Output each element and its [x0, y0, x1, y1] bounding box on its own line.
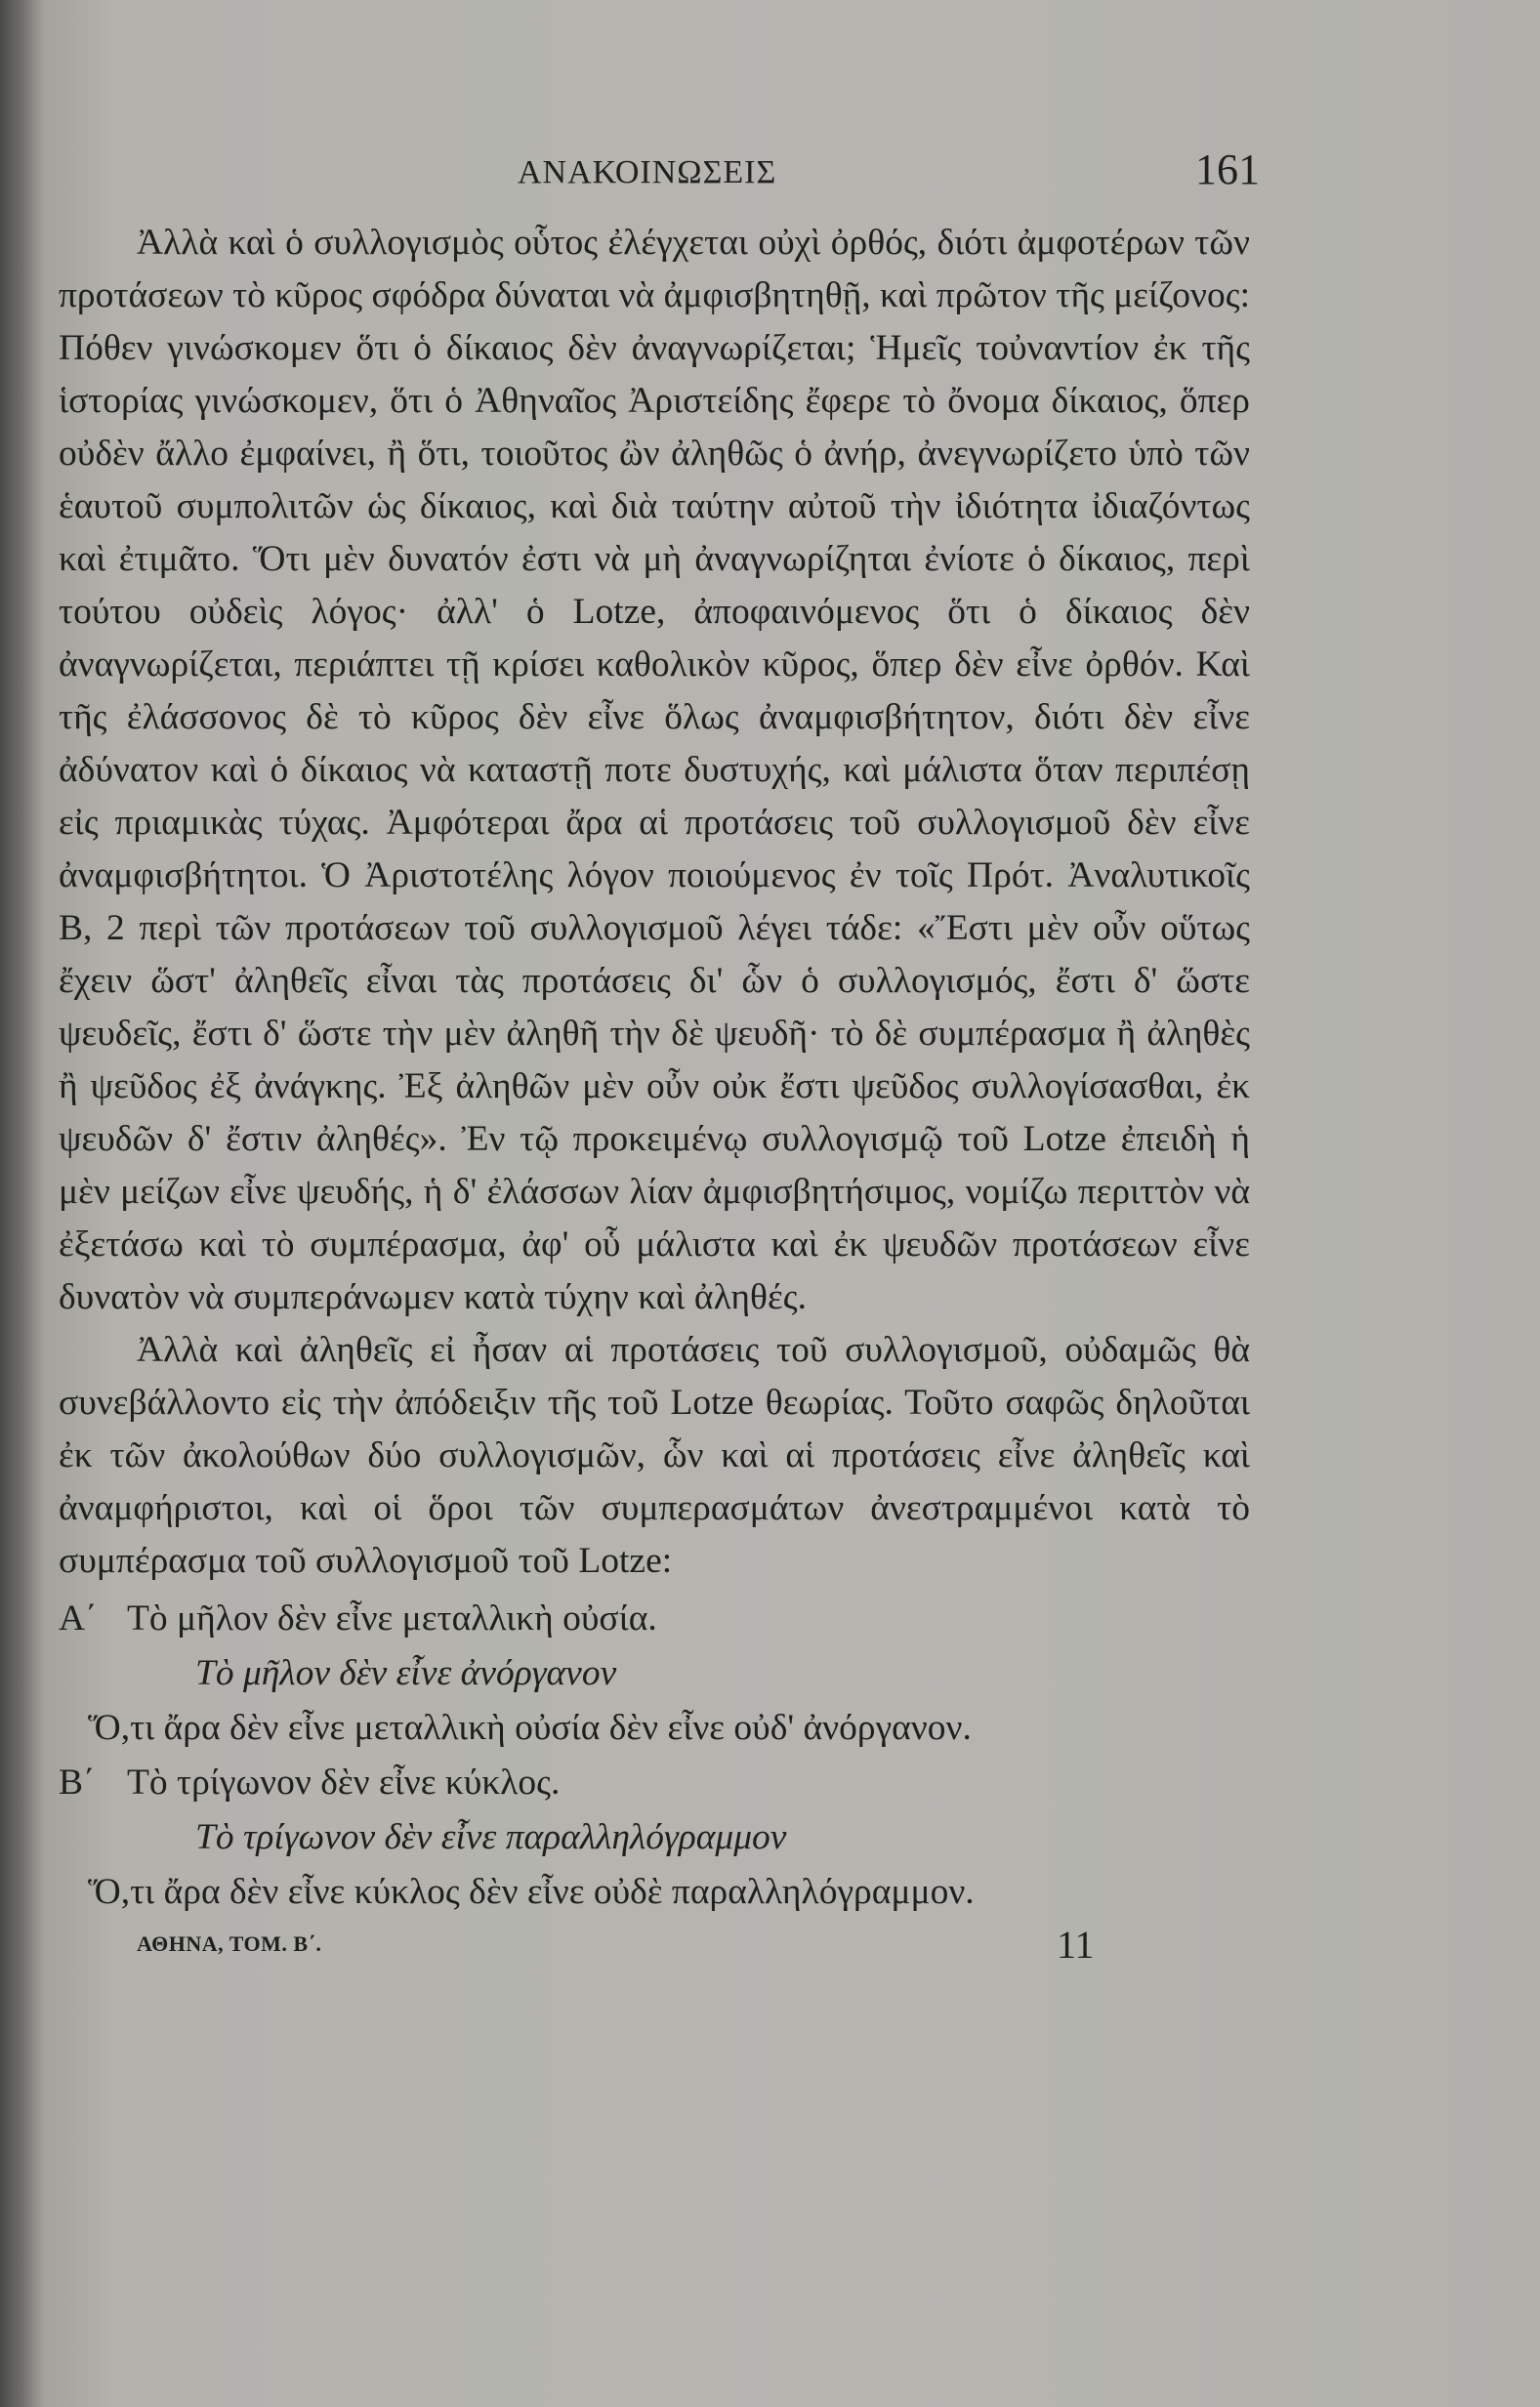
syllogism-b-conclusion-line [59, 1865, 1230, 1920]
syllogism-b-conclusion: Ὅ,τι ἄρα δὲν εἶνε κύκλος δὲν εἶνε οὐδὲ παραλληλόγραμμον. [88, 1872, 975, 1912]
running-title: ΑΝΑΚΟΙΝΩΣΕΙΣ [518, 154, 777, 190]
syllogism-a-minor-line [59, 1646, 1230, 1701]
syllogism-b [59, 1756, 1230, 1920]
syllogism-b-major-line [59, 1756, 1230, 1810]
syllogism-a-major-line [59, 1592, 1230, 1646]
volume-signature: ΑΘΗΝΑ, ΤΟΜ. Β΄. [137, 1931, 322, 1956]
body-text [59, 217, 1250, 1588]
page-number: 161 [1195, 145, 1260, 193]
syllogism-a-conclusion: Ὅ,τι ἄρα δὲν εἶνε μεταλλικὴ οὐσία δὲν εἶνε οὐδ' ἀνόργανον. [88, 1708, 972, 1748]
syllogism-a [59, 1592, 1230, 1756]
syllogism-a-conclusion-line [59, 1701, 1230, 1756]
syllogism-b-major: Τὸ τρίγωνον δὲν εἶνε κύκλος. [127, 1763, 561, 1803]
paragraph-2: Ἀλλὰ καὶ ἀληθεῖς εἰ ἦσαν αἱ προτάσεις τοῦ συλλογισμοῦ, οὐδαμῶς θὰ συνεβάλλοντο εἰς τὴν ἀπόδειξιν τῆς τοῦ Lotze θεωρίας. Τοῦτο σαφῶς δηλοῦται ἐκ τῶν ἀκολούθων δύο συλλογισμῶν, ὧν καὶ αἱ προτάσεις εἶνε ἀληθεῖς καὶ ἀναμφήριστοι, καὶ οἱ ὅροι τῶν συμπερασμάτων ἀνεστραμμένοι κατὰ τὸ συμπέρασμα τοῦ συλλογισμοῦ τοῦ Lotze: [59, 1330, 1250, 1581]
paragraph-1: Ἀλλὰ καὶ ὁ συλλογισμὸς οὗτος ἐλέγχεται οὐχὶ ὀρθός, διότι ἀμφοτέρων τῶν προτάσεων τὸ κῦρος σφόδρα δύναται νὰ ἀμφισβητηθῇ, καὶ πρῶτον τῆς μείζονος: Πόθεν γινώσκομεν ὅτι ὁ δίκαιος δὲν ἀναγνωρίζεται; Ἡμεῖς τοὐναντίον ἐκ τῆς ἱστορίας γινώσκομεν, ὅτι ὁ Ἀθηναῖος Ἀριστείδης ἔφερε τὸ ὄνομα δίκαιος, ὅπερ οὐδὲν ἄλλο ἐμφαίνει, ἢ ὅτι, τοιοῦτος ὢν ἀληθῶς ὁ ἀνήρ, ἀνεγνωρίζετο ὑπὸ τῶν ἑαυτοῦ συμπολιτῶν ὡς δίκαιος, καὶ διὰ ταύτην αὐτοῦ τὴν ἰδιότητα ἰδιαζόντως καὶ ἐτιμᾶτο. Ὅτι μὲν δυνατόν ἐστι νὰ μὴ ἀναγνωρίζηται ἐνίοτε ὁ δίκαιος, περὶ τούτου οὐδεὶς λόγος· ἀλλ' ὁ Lotze, ἀποφαινόμενος ὅτι ὁ δίκαιος δὲν ἀναγνωρίζεται, περιάπτει τῇ κρίσει καθολικὸν κῦρος, ὅπερ δὲν εἶνε ὀρθόν. Καὶ τῆς ἐλάσσονος δὲ τὸ κῦρος δὲν εἶνε ὅλως ἀναμφισβήτητον, διότι δὲν εἶνε ἀδύνατον καὶ ὁ δίκαιος νὰ καταστῇ ποτε δυστυχής, καὶ μάλιστα ὅταν περιπέσῃ εἰς πριαμικὰς τύχας. Ἀμφότεραι ἄρα αἱ προτάσεις τοῦ συλλογισμοῦ δὲν εἶνε ἀναμφισβήτητοι. Ὁ Ἀριστοτέλης λόγον ποιούμενος ἐν τοῖς Πρότ. Ἀναλυτικοῖς Β, 2 περὶ τῶν προτάσεων τοῦ συλλογισμοῦ λέγει τάδε: «Ἔστι μὲν οὖν οὕτως ἔχειν ὥστ' ἀληθεῖς εἶναι τὰς προτάσεις δι' ὧν ὁ συλλογισμός, ἔστι δ' ὥστε ψευδεῖς, ἔστι δ' ὥστε τὴν μὲν ἀληθῆ τὴν δὲ ψευδῆ· τὸ δὲ συμπέρασμα ἢ ἀληθὲς ἢ ψεῦδος ἐξ ἀνάγκης. Ἐξ ἀληθῶν μὲν οὖν οὐκ ἔστι ψεῦδος συλλογίσασθαι, ἐκ ψευδῶν δ' ἔστιν ἀληθές». Ἐν τῷ προκειμένῳ συλλογισμῷ τοῦ Lotze ἐπειδὴ ἡ μὲν μείζων εἶνε ψευδής, ἡ δ' ἐλάσσων λίαν ἀμφισβητήσιμος, νομίζω περιττὸν νὰ ἐξετάσω καὶ τὸ συμπέρασμα, ἀφ' οὗ μάλιστα καὶ ἐκ ψευδῶν προτάσεων εἶνε δυνατὸν νὰ συμπεράνωμεν κατὰ τύχην καὶ ἀληθές. [59, 223, 1250, 1317]
syllogism-examples [59, 1592, 1230, 1920]
book-page [59, 137, 1260, 2402]
syllogism-b-label: Β΄ [59, 1763, 96, 1803]
sheet-number: 11 [1057, 1923, 1095, 1967]
syllogism-b-minor-line [59, 1810, 1230, 1865]
page-header [59, 137, 1260, 205]
syllogism-a-major: Τὸ μῆλον δὲν εἶνε μεταλλικὴ οὐσία. [127, 1598, 657, 1639]
syllogism-b-minor: Τὸ τρίγωνον δὲν εἶνε παραλληλόγραμμον [195, 1817, 787, 1857]
syllogism-a-minor: Τὸ μῆλον δὲν εἶνε ἀνόργανον [195, 1653, 617, 1693]
page-footer [59, 1922, 1230, 1980]
syllogism-a-label: Α΄ [59, 1598, 98, 1639]
